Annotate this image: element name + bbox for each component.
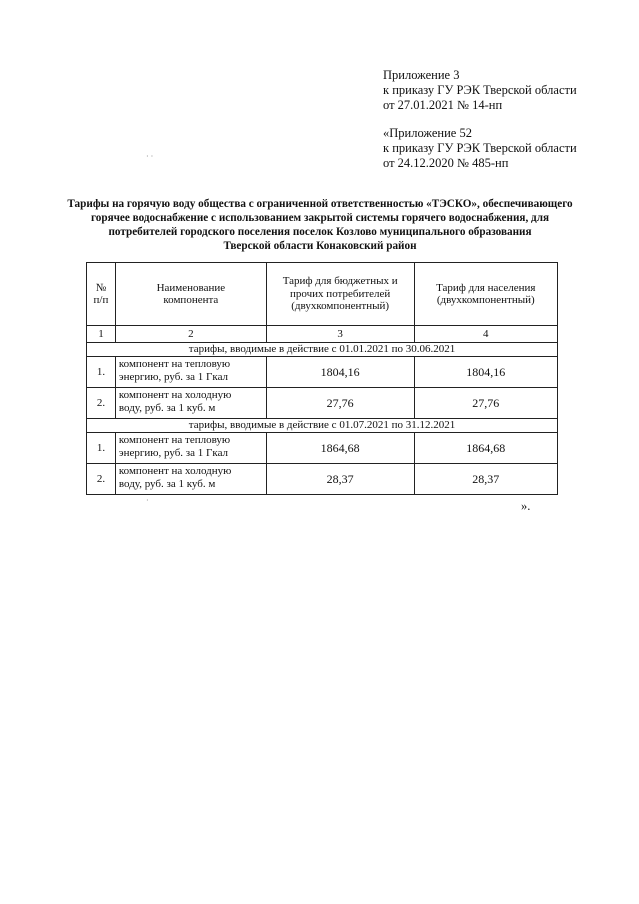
column-number: 1 [87, 326, 116, 343]
appendix-header-line: Приложение 3 [383, 68, 460, 82]
title-line: Тверской области Конаковский район [223, 240, 417, 252]
table-row [87, 357, 558, 388]
table-row [87, 464, 558, 495]
component-line: компонент на холодную [118, 465, 232, 477]
table-row [87, 388, 558, 419]
period-row [87, 343, 558, 357]
component-line: воду, руб. за 1 куб. м [118, 401, 216, 414]
header-budget-tariff [266, 263, 414, 326]
title-line: Тарифы на горячую воду общества с ограниченной ответственностью «ТЭСКО», обеспечивающего [67, 198, 573, 210]
period-label: тарифы, вводимые в действие с 01.01.2021 по 30.06.2021 [87, 343, 558, 357]
row-population-value: 1804,16 [414, 357, 557, 388]
row-component [115, 388, 266, 419]
closing-quote-mark: ». [521, 499, 531, 513]
title-line: потребителей городского поселения поселок Козлово муниципального образования [108, 226, 532, 238]
row-population-value: 28,37 [414, 464, 557, 495]
row-population-value: 27,76 [414, 388, 557, 419]
row-component [115, 464, 266, 495]
table-row [87, 433, 558, 464]
component-line: энергию, руб. за 1 Гкал [118, 446, 229, 459]
scan-speck: · [146, 496, 149, 505]
header-budget-line: Тариф для бюджетных и [282, 275, 398, 288]
header-budget-line: (двухкомпонентный) [291, 300, 390, 313]
column-number: 3 [266, 326, 414, 343]
header-num-line: п/п [93, 294, 109, 306]
tariff-table [86, 262, 558, 495]
component-line: воду, руб. за 1 куб. м [118, 477, 216, 490]
header-num [87, 263, 116, 326]
component-line: компонент на тепловую [118, 434, 231, 446]
document-title [40, 197, 600, 253]
row-budget-value: 27,76 [266, 388, 414, 419]
header-name-line: компонента [163, 294, 219, 306]
header-name [115, 263, 266, 326]
header-num-line: № [95, 281, 107, 294]
column-number: 4 [414, 326, 557, 343]
row-num: 2. [87, 464, 116, 495]
row-population-value: 1864,68 [414, 433, 557, 464]
component-line: энергию, руб. за 1 Гкал [118, 370, 229, 383]
appendix-original [383, 126, 577, 171]
appendix-original-line: к приказу ГУ РЭК Тверской области [383, 141, 577, 155]
row-num: 1. [87, 433, 116, 464]
appendix-header [383, 68, 577, 113]
row-component [115, 357, 266, 388]
row-component [115, 433, 266, 464]
component-line: компонент на холодную [118, 389, 232, 401]
appendix-original-line: «Приложение 52 [383, 126, 472, 140]
component-line: компонент на тепловую [118, 358, 231, 370]
header-budget-line: прочих потребителей [290, 287, 391, 300]
title-line: горячее водоснабжение с использованием закрытой системы горячего водоснабжения, для [90, 212, 550, 224]
period-row [87, 419, 558, 433]
appendix-header-line: от 27.01.2021 № 14-нп [383, 98, 503, 112]
row-budget-value: 1864,68 [266, 433, 414, 464]
scan-speck: · · [146, 152, 154, 161]
row-budget-value: 1804,16 [266, 357, 414, 388]
table-header-row [87, 263, 558, 326]
header-name-line: Наименование [156, 281, 226, 294]
header-population-line: (двухкомпонентный) [436, 294, 535, 306]
row-num: 2. [87, 388, 116, 419]
row-budget-value: 28,37 [266, 464, 414, 495]
header-population-tariff [414, 263, 557, 326]
column-number-row [87, 326, 558, 343]
appendix-original-line: от 24.12.2020 № 485-нп [383, 156, 509, 170]
column-number: 2 [115, 326, 266, 343]
header-population-line: Тариф для населения [436, 281, 536, 294]
row-num: 1. [87, 357, 116, 388]
appendix-header-line: к приказу ГУ РЭК Тверской области [383, 83, 577, 97]
period-label: тарифы, вводимые в действие с 01.07.2021 по 31.12.2021 [87, 419, 558, 433]
